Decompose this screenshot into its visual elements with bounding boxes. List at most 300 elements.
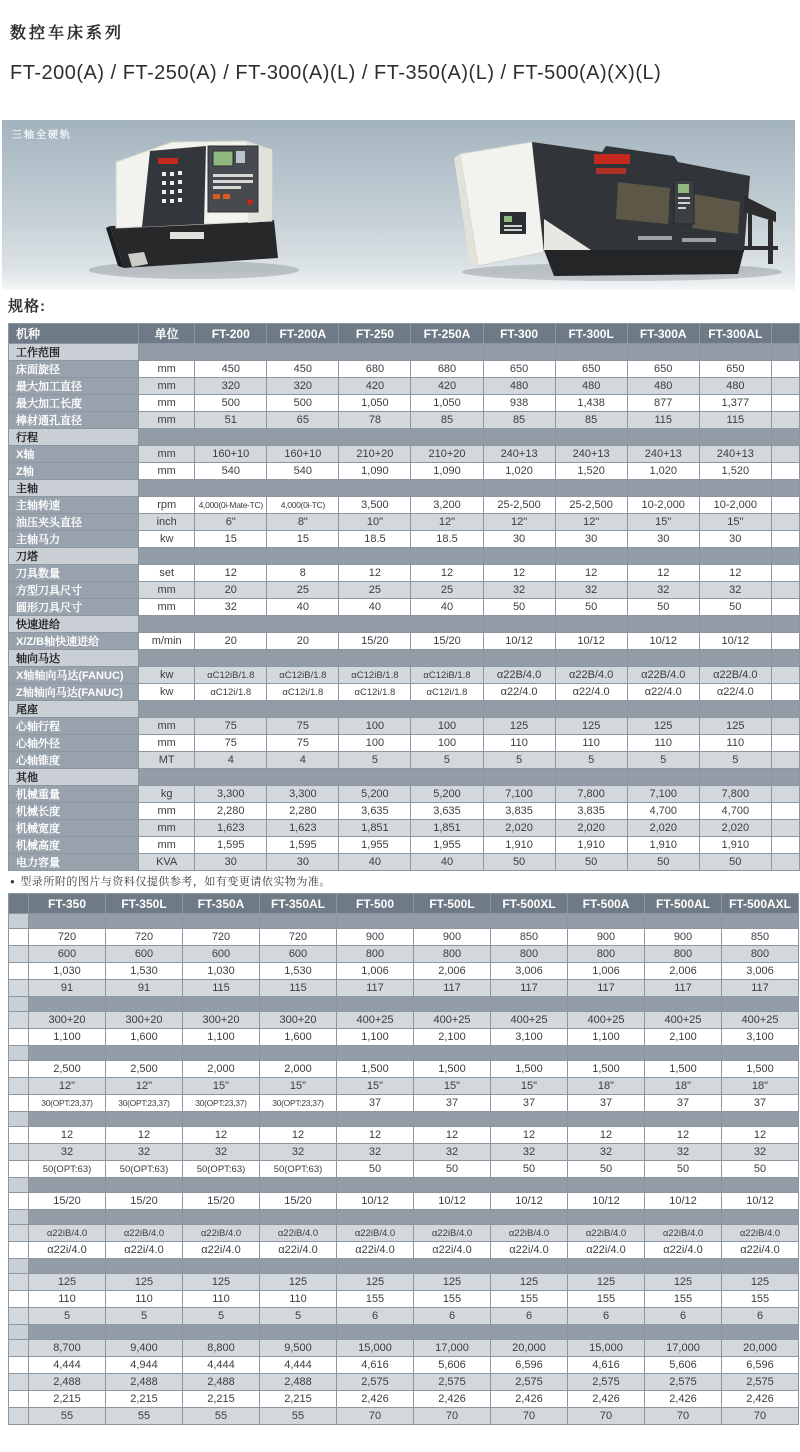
section-fill-cell	[627, 548, 699, 565]
section-fill-cell	[260, 1259, 337, 1274]
value-cell: 10/12	[414, 1193, 491, 1210]
unit-cell: MT	[139, 752, 195, 769]
value-cell: 2,426	[722, 1391, 799, 1408]
value-cell: α22iB/4.0	[645, 1225, 722, 1242]
unit-cell: kg	[139, 786, 195, 803]
value-cell: 800	[645, 946, 722, 963]
section-fill-cell	[627, 650, 699, 667]
section-sliver-cell	[9, 1178, 29, 1193]
section-fill-cell	[645, 914, 722, 929]
section-fill-cell	[414, 1259, 491, 1274]
footnote	[10, 873, 331, 889]
value-cell: 32	[183, 1144, 260, 1161]
value-cell: 15	[195, 531, 267, 548]
sliver-cell	[771, 463, 799, 480]
value-cell: 4,700	[699, 803, 771, 820]
section-fill-cell	[183, 997, 260, 1012]
value-cell: 1,520	[555, 463, 627, 480]
section-fill-cell	[645, 1046, 722, 1061]
section-fill-cell	[645, 1112, 722, 1127]
value-cell: 1,050	[411, 395, 483, 412]
section-fill-cell	[491, 1046, 568, 1061]
section-fill-cell	[411, 344, 483, 361]
value-cell: 15"	[414, 1078, 491, 1095]
unit-cell: mm	[139, 463, 195, 480]
value-cell: 12	[183, 1127, 260, 1144]
section-fill-cell	[645, 1210, 722, 1225]
section-fill-cell	[260, 1046, 337, 1061]
row-label: 心轴行程	[9, 718, 139, 735]
value-cell: α22B/4.0	[555, 667, 627, 684]
section-fill-cell	[555, 616, 627, 633]
column-header: FT-200	[195, 324, 267, 344]
row-label: 刀具数量	[9, 565, 139, 582]
unit-cell: mm	[139, 378, 195, 395]
section-fill-cell	[483, 616, 555, 633]
section-fill-cell	[568, 1325, 645, 1340]
value-cell: 650	[627, 361, 699, 378]
section-fill-cell	[106, 1259, 183, 1274]
value-cell: α22B/4.0	[627, 667, 699, 684]
unit-cell: m/min	[139, 633, 195, 650]
section-fill-cell	[339, 769, 411, 786]
lathe-machine-right-image	[442, 124, 794, 290]
value-cell: 8,700	[29, 1340, 106, 1357]
section-fill-cell	[29, 1259, 106, 1274]
section-fill-cell	[491, 1210, 568, 1225]
sliver-cell	[9, 1144, 29, 1161]
value-cell: 15,000	[337, 1340, 414, 1357]
section-fill-cell	[260, 1325, 337, 1340]
section-row	[9, 1046, 799, 1061]
value-cell: 2,575	[491, 1374, 568, 1391]
value-cell: 6,596	[722, 1357, 799, 1374]
section-fill-cell	[337, 1112, 414, 1127]
section-fill-cell	[414, 1046, 491, 1061]
spec-row	[9, 1095, 799, 1112]
sliver-header	[9, 894, 29, 914]
value-cell: 10-2,000	[699, 497, 771, 514]
section-fill-cell	[645, 1259, 722, 1274]
value-cell: 40	[411, 854, 483, 871]
value-cell: 15/20	[411, 633, 483, 650]
row-label: 最大加工长度	[9, 395, 139, 412]
value-cell: 2,006	[414, 963, 491, 980]
section-row	[9, 914, 799, 929]
row-label: 最大加工直径	[9, 378, 139, 395]
section-fill-cell	[699, 616, 771, 633]
value-cell: 210+20	[411, 446, 483, 463]
value-cell: 6	[722, 1308, 799, 1325]
unit-cell: kw	[139, 531, 195, 548]
value-cell: 10-2,000	[627, 497, 699, 514]
sliver-cell	[771, 378, 799, 395]
spec-table-ft350-ft500	[8, 893, 798, 1425]
value-cell: 480	[627, 378, 699, 395]
section-fill-cell	[260, 1210, 337, 1225]
value-cell: 50	[627, 854, 699, 871]
value-cell: 12	[699, 565, 771, 582]
value-cell: 600	[183, 946, 260, 963]
spec-row	[9, 395, 800, 412]
section-fill-cell	[106, 914, 183, 929]
value-cell: 70	[568, 1408, 645, 1425]
value-cell: 900	[568, 929, 645, 946]
section-fill-cell	[414, 997, 491, 1012]
section-fill-cell	[183, 1046, 260, 1061]
value-cell: 37	[491, 1095, 568, 1112]
value-cell: 1,050	[339, 395, 411, 412]
section-fill-cell	[29, 997, 106, 1012]
section-fill-cell	[722, 914, 799, 929]
value-cell: 1,955	[339, 837, 411, 854]
footnote-text: 型录所附的图片与资料仅提供参考，如有变更请依实物为准。	[20, 876, 331, 888]
value-cell: α22iB/4.0	[183, 1225, 260, 1242]
section-fill-cell	[483, 650, 555, 667]
unit-cell: kw	[139, 667, 195, 684]
row-label: 棒材通孔直径	[9, 412, 139, 429]
value-cell: 7,800	[555, 786, 627, 803]
value-cell: αC12i/1.8	[195, 684, 267, 701]
sliver-header	[771, 324, 799, 344]
value-cell: 1,623	[267, 820, 339, 837]
section-sliver-cell	[771, 548, 799, 565]
section-fill-cell	[699, 480, 771, 497]
row-label: X轴	[9, 446, 139, 463]
value-cell: 240+13	[699, 446, 771, 463]
value-cell: 37	[568, 1095, 645, 1112]
value-cell: 32	[260, 1144, 337, 1161]
section-fill-cell	[411, 701, 483, 718]
value-cell: 5	[483, 752, 555, 769]
value-cell: 540	[267, 463, 339, 480]
sliver-cell	[771, 667, 799, 684]
value-cell: 800	[491, 946, 568, 963]
value-cell: 15"	[699, 514, 771, 531]
value-cell: 75	[267, 718, 339, 735]
value-cell: 110	[699, 735, 771, 752]
sliver-cell	[771, 718, 799, 735]
value-cell: 100	[411, 718, 483, 735]
section-fill-cell	[627, 769, 699, 786]
value-cell: 3,100	[722, 1029, 799, 1046]
value-cell: 50	[627, 599, 699, 616]
spec-row	[9, 752, 800, 769]
value-cell: 25	[267, 582, 339, 599]
value-cell: 1,910	[627, 837, 699, 854]
value-cell: α22iB/4.0	[260, 1225, 337, 1242]
spec-row	[9, 820, 800, 837]
row-label: 主轴转速	[9, 497, 139, 514]
value-cell: 32	[337, 1144, 414, 1161]
section-sliver-cell	[771, 769, 799, 786]
section-fill-cell	[414, 1178, 491, 1193]
value-cell: 15/20	[29, 1193, 106, 1210]
row-label: 机械高度	[9, 837, 139, 854]
value-cell: 800	[337, 946, 414, 963]
unit-cell: mm	[139, 837, 195, 854]
sliver-cell	[9, 1274, 29, 1291]
sliver-cell	[9, 946, 29, 963]
column-header: FT-500	[337, 894, 414, 914]
value-cell: 2,280	[195, 803, 267, 820]
value-cell: 100	[339, 735, 411, 752]
value-cell: αC12iB/1.8	[195, 667, 267, 684]
value-cell: 240+13	[483, 446, 555, 463]
value-cell: 1,020	[483, 463, 555, 480]
value-cell: 2,215	[260, 1391, 337, 1408]
section-row	[9, 650, 800, 667]
value-cell: 4,616	[337, 1357, 414, 1374]
section-fill-cell	[183, 1259, 260, 1274]
value-cell: 400+25	[414, 1012, 491, 1029]
value-cell: 50	[555, 599, 627, 616]
value-cell: 5	[260, 1308, 337, 1325]
value-cell: 12"	[29, 1078, 106, 1095]
value-cell: α22/4.0	[555, 684, 627, 701]
value-cell: 480	[483, 378, 555, 395]
value-cell: 110	[183, 1291, 260, 1308]
value-cell: 2,020	[699, 820, 771, 837]
value-cell: 2,006	[645, 963, 722, 980]
value-cell: 240+13	[627, 446, 699, 463]
section-fill-cell	[195, 650, 267, 667]
value-cell: 4,444	[260, 1357, 337, 1374]
row-label: 油压夹头直径	[9, 514, 139, 531]
value-cell: αC12i/1.8	[411, 684, 483, 701]
value-cell: 3,300	[267, 786, 339, 803]
value-cell: 2,100	[645, 1029, 722, 1046]
sliver-cell	[9, 1061, 29, 1078]
section-sliver-cell	[9, 1325, 29, 1340]
spec-row	[9, 599, 800, 616]
value-cell: 900	[414, 929, 491, 946]
value-cell: 600	[106, 946, 183, 963]
section-fill-cell	[627, 616, 699, 633]
value-cell: 50	[722, 1161, 799, 1178]
row-label: 心轴外径	[9, 735, 139, 752]
section-fill-cell	[195, 769, 267, 786]
section-fill-cell	[106, 1046, 183, 1061]
value-cell: 1,100	[337, 1029, 414, 1046]
value-cell: 12	[411, 565, 483, 582]
section-fill-cell	[411, 429, 483, 446]
section-label: 工作范围	[9, 344, 139, 361]
value-cell: 1,910	[555, 837, 627, 854]
spec-row	[9, 803, 800, 820]
section-row	[9, 1210, 799, 1225]
value-cell: 480	[555, 378, 627, 395]
value-cell: 3,300	[195, 786, 267, 803]
value-cell: 32	[414, 1144, 491, 1161]
value-cell: 400+25	[645, 1012, 722, 1029]
row-label: Z轴轴向马达(FANUC)	[9, 684, 139, 701]
section-fill-cell	[627, 480, 699, 497]
product-photo-panel	[2, 120, 795, 290]
unit-cell: mm	[139, 361, 195, 378]
value-cell: 1,500	[645, 1061, 722, 1078]
value-cell: 30(OPT:23,37)	[29, 1095, 106, 1112]
value-cell: 110	[260, 1291, 337, 1308]
value-cell: αC12iB/1.8	[267, 667, 339, 684]
value-cell: 1,006	[568, 963, 645, 980]
value-cell: 70	[491, 1408, 568, 1425]
spec-row	[9, 980, 799, 997]
spec-row	[9, 963, 799, 980]
value-cell: α22iB/4.0	[414, 1225, 491, 1242]
sliver-cell	[771, 803, 799, 820]
spec-row	[9, 463, 800, 480]
value-cell: 5	[106, 1308, 183, 1325]
value-cell: 15/20	[183, 1193, 260, 1210]
column-header: FT-350AL	[260, 894, 337, 914]
section-fill-cell	[555, 701, 627, 718]
value-cell: 1,090	[411, 463, 483, 480]
value-cell: 1,623	[195, 820, 267, 837]
value-cell: 400+25	[491, 1012, 568, 1029]
section-label: 行程	[9, 429, 139, 446]
value-cell: 800	[568, 946, 645, 963]
value-cell: 65	[267, 412, 339, 429]
spec-table-1	[8, 323, 800, 871]
row-label: X轴轴向马达(FANUC)	[9, 667, 139, 684]
section-fill-cell	[699, 429, 771, 446]
section-fill-cell	[337, 1046, 414, 1061]
value-cell: 55	[260, 1408, 337, 1425]
value-cell: α22i/4.0	[414, 1242, 491, 1259]
value-cell: αC12iB/1.8	[339, 667, 411, 684]
value-cell: 25-2,500	[483, 497, 555, 514]
value-cell: 115	[260, 980, 337, 997]
row-label: 机械长度	[9, 803, 139, 820]
spec-row	[9, 361, 800, 378]
value-cell: 110	[483, 735, 555, 752]
value-cell: 125	[260, 1274, 337, 1291]
column-header: FT-350	[29, 894, 106, 914]
value-cell: 2,426	[414, 1391, 491, 1408]
section-fill-cell	[568, 1178, 645, 1193]
value-cell: α22B/4.0	[699, 667, 771, 684]
sliver-cell	[771, 633, 799, 650]
value-cell: 117	[568, 980, 645, 997]
value-cell: 125	[414, 1274, 491, 1291]
value-cell: 75	[267, 735, 339, 752]
section-sliver-cell	[9, 1046, 29, 1061]
value-cell: 32	[106, 1144, 183, 1161]
value-cell: 240+13	[555, 446, 627, 463]
value-cell: 1,595	[195, 837, 267, 854]
model-list-subtitle: FT-200(A) / FT-250(A) / FT-300(A)(L) / FT-350(A)(L) / FT-500(A)(X)(L)	[10, 62, 662, 84]
value-cell: 15"	[491, 1078, 568, 1095]
value-cell: 125	[483, 718, 555, 735]
spec-row	[9, 1144, 799, 1161]
spec-row	[9, 929, 799, 946]
sliver-cell	[771, 497, 799, 514]
section-fill-cell	[139, 429, 195, 446]
value-cell: 1,030	[29, 963, 106, 980]
section-fill-cell	[29, 1112, 106, 1127]
section-fill-cell	[106, 1112, 183, 1127]
value-cell: 1,530	[260, 963, 337, 980]
section-fill-cell	[699, 344, 771, 361]
value-cell: 12	[260, 1127, 337, 1144]
value-cell: 15"	[627, 514, 699, 531]
value-cell: 2,020	[555, 820, 627, 837]
value-cell: 5,606	[414, 1357, 491, 1374]
value-cell: α22i/4.0	[337, 1242, 414, 1259]
value-cell: 8,800	[183, 1340, 260, 1357]
value-cell: 2,488	[29, 1374, 106, 1391]
value-cell: 18.5	[411, 531, 483, 548]
value-cell: 12	[106, 1127, 183, 1144]
value-cell: 15/20	[260, 1193, 337, 1210]
section-fill-cell	[183, 1178, 260, 1193]
value-cell: 2,426	[645, 1391, 722, 1408]
row-label: X/Z/B轴快速进给	[9, 633, 139, 650]
value-cell: 4,000(0i-Mate-TC)	[195, 497, 267, 514]
spec-row	[9, 667, 800, 684]
section-fill-cell	[106, 997, 183, 1012]
section-fill-cell	[483, 344, 555, 361]
value-cell: 37	[414, 1095, 491, 1112]
section-fill-cell	[722, 1259, 799, 1274]
value-cell: 1,377	[699, 395, 771, 412]
value-cell: 5,200	[339, 786, 411, 803]
section-fill-cell	[267, 769, 339, 786]
spec-row	[9, 684, 800, 701]
value-cell: 1,595	[267, 837, 339, 854]
spec-row	[9, 946, 799, 963]
section-fill-cell	[195, 548, 267, 565]
value-cell: 3,835	[555, 803, 627, 820]
value-cell: 5,200	[411, 786, 483, 803]
value-cell: 800	[722, 946, 799, 963]
section-fill-cell	[645, 997, 722, 1012]
section-fill-cell	[260, 914, 337, 929]
sliver-cell	[9, 963, 29, 980]
section-fill-cell	[699, 548, 771, 565]
value-cell: 125	[555, 718, 627, 735]
value-cell: 2,215	[29, 1391, 106, 1408]
value-cell: 10/12	[483, 633, 555, 650]
sliver-cell	[9, 1408, 29, 1425]
section-fill-cell	[139, 548, 195, 565]
section-fill-cell	[491, 1178, 568, 1193]
column-header: FT-250A	[411, 324, 483, 344]
section-fill-cell	[414, 1325, 491, 1340]
value-cell: α22i/4.0	[568, 1242, 645, 1259]
column-header: 机种	[9, 324, 139, 344]
section-fill-cell	[722, 1325, 799, 1340]
value-cell: 2,575	[645, 1374, 722, 1391]
value-cell: 877	[627, 395, 699, 412]
value-cell: 12"	[483, 514, 555, 531]
value-cell: 55	[183, 1408, 260, 1425]
section-fill-cell	[555, 769, 627, 786]
spec-row	[9, 1408, 799, 1425]
row-label: 主轴马力	[9, 531, 139, 548]
section-sliver-cell	[9, 1112, 29, 1127]
value-cell: 30	[555, 531, 627, 548]
value-cell: α22i/4.0	[722, 1242, 799, 1259]
value-cell: α22iB/4.0	[29, 1225, 106, 1242]
value-cell: 20	[195, 582, 267, 599]
section-sliver-cell	[771, 701, 799, 718]
value-cell: 6,596	[491, 1357, 568, 1374]
value-cell: 3,635	[411, 803, 483, 820]
section-fill-cell	[483, 701, 555, 718]
section-row	[9, 344, 800, 361]
